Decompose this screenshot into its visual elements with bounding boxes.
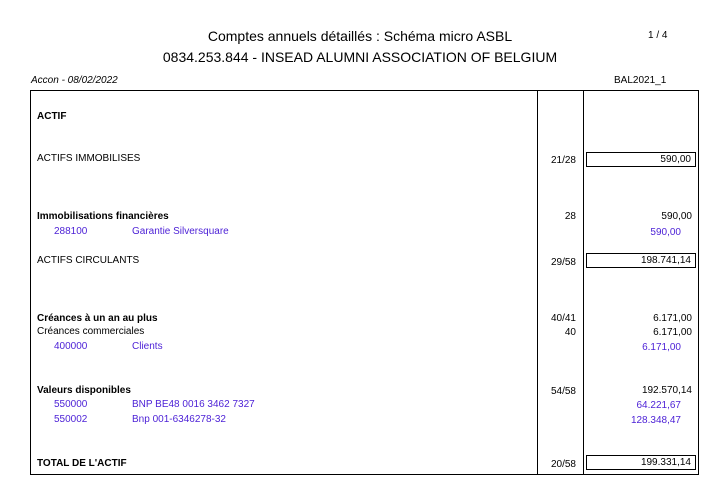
account-400000-number: 400000 — [54, 341, 88, 352]
total-actif-code: 20/58 — [550, 459, 576, 470]
total-actif-label: TOTAL DE L'ACTIF — [37, 458, 127, 469]
page-number: 1 / 4 — [648, 30, 668, 41]
account-400000-label: Clients — [132, 341, 163, 352]
actifs-immobilises-label: ACTIFS IMMOBILISES — [37, 153, 141, 164]
creances-commerciales-code: 40 — [564, 327, 576, 338]
code-column-divider — [537, 90, 538, 475]
valeurs-disponibles-label: Valeurs disponibles — [37, 385, 131, 396]
account-288100-label: Garantie Silversquare — [132, 226, 229, 237]
company-title: 0834.253.844 - INSEAD ALUMNI ASSOCIATION OF BELGIUM — [162, 49, 558, 65]
valeurs-disponibles-amount: 192.570,14 — [641, 385, 692, 396]
account-550000-label: BNP BE48 0016 3462 7327 — [132, 399, 255, 410]
creances-commerciales-label: Créances commerciales — [37, 326, 145, 337]
valeurs-disponibles-code: 54/58 — [550, 386, 576, 397]
account-550002-number: 550002 — [54, 414, 88, 425]
account-550002-label: Bnp 001-6346278-32 — [132, 414, 226, 425]
software-date: Accon - 08/02/2022 — [31, 75, 118, 86]
section-title: ACTIF — [37, 111, 67, 122]
actifs-immobilises-amount: 590,00 — [586, 152, 696, 167]
account-288100-amount: 590,00 — [650, 227, 681, 238]
creances-amount: 6.171,00 — [653, 313, 692, 324]
account-400000-amount: 6.171,00 — [642, 342, 681, 353]
creances-label: Créances à un an au plus — [37, 313, 158, 324]
creances-commerciales-amount: 6.171,00 — [653, 327, 692, 338]
immobilisations-financieres-label: Immobilisations financières — [37, 211, 169, 222]
account-550000-amount: 64.221,67 — [636, 400, 681, 411]
report-title: Comptes annuels détaillés : Schéma micro ASBL — [207, 28, 513, 44]
actifs-immobilises-code: 21/28 — [550, 155, 576, 166]
account-550000-number: 550000 — [54, 399, 88, 410]
actifs-circulants-amount: 198.741,14 — [586, 253, 696, 268]
actifs-circulants-code: 29/58 — [550, 257, 576, 268]
immobilisations-financieres-code: 28 — [564, 211, 576, 222]
actifs-circulants-label: ACTIFS CIRCULANTS — [37, 255, 140, 266]
creances-code: 40/41 — [550, 313, 576, 324]
total-actif-amount: 199.331,14 — [586, 455, 696, 470]
immobilisations-financieres-amount: 590,00 — [661, 211, 692, 222]
account-550002-amount: 128.348,47 — [630, 415, 681, 426]
report-id: BAL2021_1 — [614, 75, 667, 86]
account-288100-number: 288100 — [54, 226, 88, 237]
